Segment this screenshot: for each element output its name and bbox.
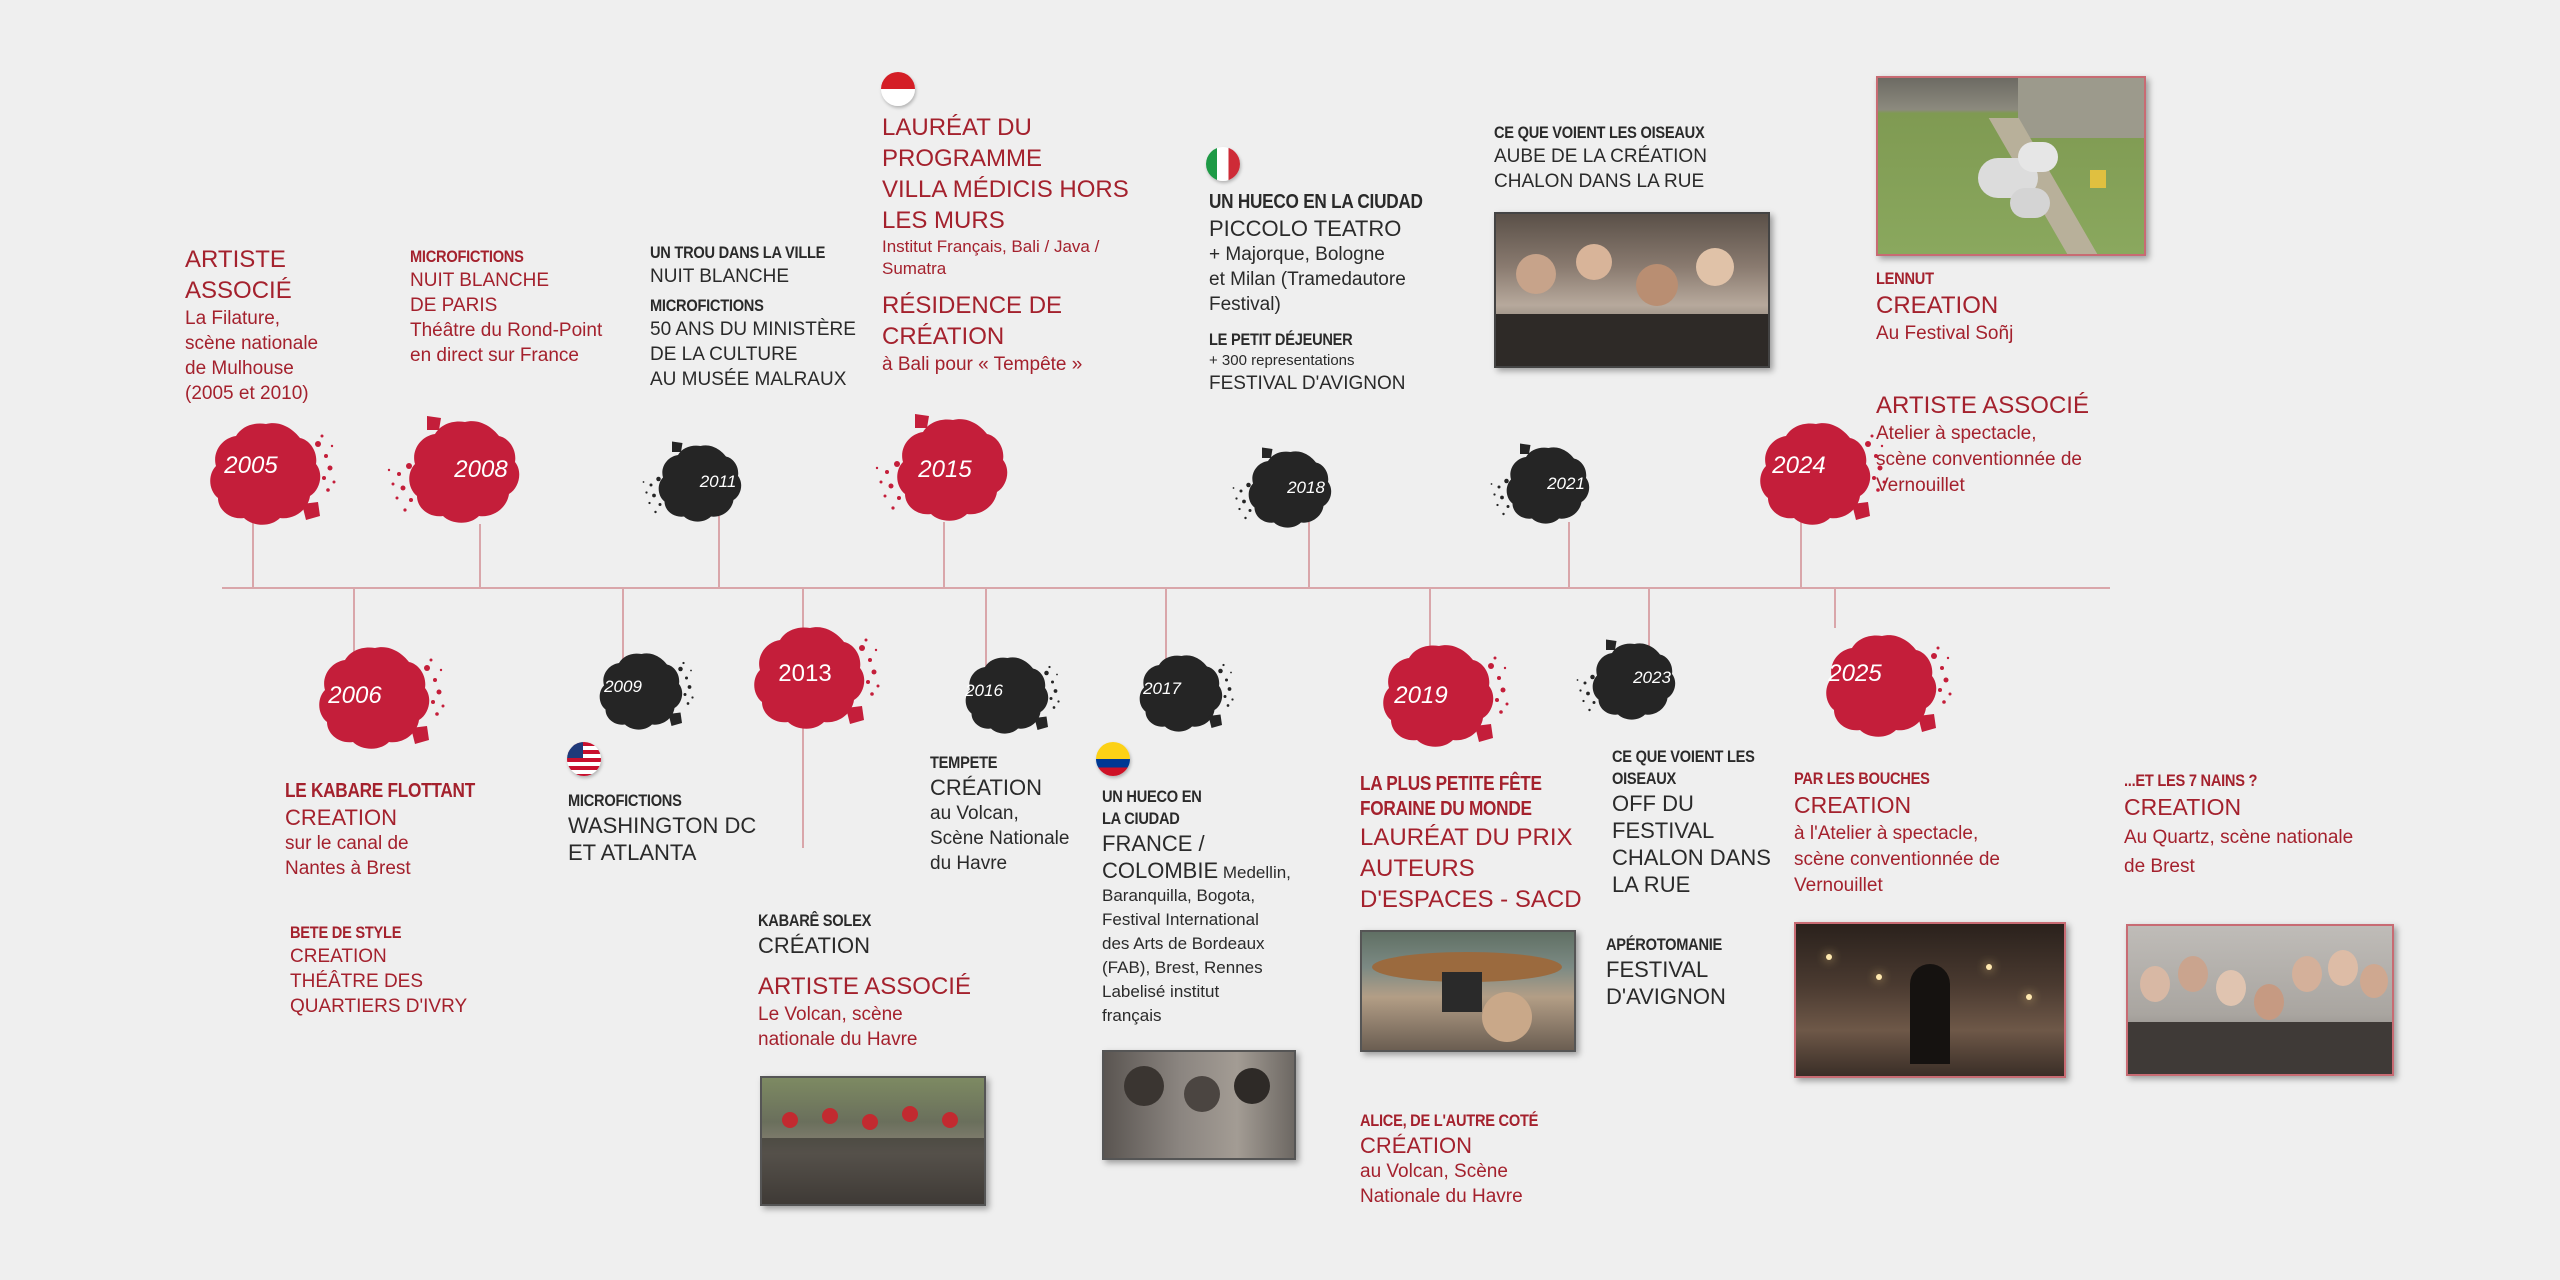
year-label-2009: 2009 bbox=[604, 677, 642, 696]
year-label-2005: 2005 bbox=[224, 452, 278, 479]
event-sub: + 300 representations bbox=[1209, 352, 1355, 369]
event-head: LENNUT bbox=[1876, 269, 1934, 288]
photo-audience bbox=[1494, 212, 1770, 368]
event-body: La Filature, scène nationale de Mulhouse (2005 et 2010) bbox=[185, 308, 319, 404]
event-head: MICROFICTIONS bbox=[650, 296, 764, 315]
event-head: ...ET LES 7 NAINS ? bbox=[2124, 771, 2258, 790]
usa-flag-icon bbox=[567, 742, 601, 776]
year-label-2019: 2019 bbox=[1394, 682, 1448, 709]
event-sub: Le Volcan, scène nationale du Havre bbox=[758, 1004, 918, 1050]
event-head: LE KABARE FLOTTANT bbox=[285, 780, 475, 802]
event-2018 bbox=[1209, 189, 1449, 396]
event-2006 bbox=[285, 778, 505, 881]
event-head: BETE DE STYLE bbox=[290, 923, 402, 942]
event-head: KABARÊ SOLEX bbox=[758, 911, 872, 930]
event-head: MICROFICTIONS bbox=[568, 791, 682, 810]
year-label-2018: 2018 bbox=[1287, 478, 1325, 497]
event-sub: Baranquilla, Bogota, Festival International des Arts de Bordeaux (FAB), Brest, Rennes Labelisé institut français bbox=[1102, 886, 1265, 1025]
event-2017 bbox=[1102, 786, 1312, 1028]
photo-children bbox=[1102, 1050, 1296, 1160]
event-title: ARTISTE ASSOCIÉ bbox=[758, 973, 971, 1000]
event-2024 bbox=[1876, 268, 2156, 346]
year-label-2017: 2017 bbox=[1143, 679, 1181, 698]
event-head: PAR LES BOUCHES bbox=[1794, 769, 1930, 788]
year-label-2013: 2013 bbox=[778, 660, 832, 687]
event-2019-alice bbox=[1360, 1110, 1600, 1209]
event-2013 bbox=[758, 910, 998, 1052]
event-title: LAURÉAT DU PRIX AUTEURS D'ESPACES - SACD bbox=[1360, 824, 1582, 913]
event-head: UN HUECO EN LA CIUDAD bbox=[1209, 191, 1423, 213]
event-head: CE QUE VOIENT LES OISEAUX bbox=[1612, 747, 1755, 788]
event-head: MICROFICTIONS bbox=[410, 247, 524, 266]
event-2009 bbox=[568, 790, 788, 866]
year-label-2023: 2023 bbox=[1633, 668, 1671, 687]
event-title: RÉSIDENCE DE CRÉATION bbox=[882, 292, 1063, 350]
event-body: + Majorque, Bologne et Milan (Tramedautore Festival) bbox=[1209, 244, 1406, 315]
event-7-nains bbox=[2124, 770, 2404, 881]
event-body: FESTIVAL D'AVIGNON bbox=[1209, 373, 1406, 394]
year-blob-2025 bbox=[1802, 628, 1982, 748]
photo-fairground bbox=[1360, 930, 1576, 1052]
year-label-2024: 2024 bbox=[1772, 452, 1826, 479]
photo-lennut bbox=[1876, 76, 2146, 256]
event-body: NUIT BLANCHE DE PARIS Théâtre du Rond-Point en direct sur France bbox=[410, 270, 603, 366]
indonesia-flag-icon bbox=[881, 72, 915, 106]
event-body: Atelier à spectacle, scène conventionnée de Vernouillet bbox=[1876, 423, 2082, 496]
event-body: CREATION THÉÂTRE DES QUARTIERS D'IVRY bbox=[290, 946, 468, 1017]
timeline-tick bbox=[1834, 588, 1836, 628]
event-2024-associate bbox=[1876, 390, 2156, 499]
event-head: UN HUECO EN LA CIUDAD bbox=[1102, 787, 1202, 828]
event-head: TEMPETE bbox=[930, 753, 998, 772]
event-2023 bbox=[1612, 746, 1782, 898]
event-2016 bbox=[930, 752, 1110, 876]
event-title: CREATION bbox=[1794, 792, 1912, 818]
event-body: OFF DU FESTIVAL CHALON DANS LA RUE bbox=[1612, 791, 1771, 897]
event-2019 bbox=[1360, 772, 1600, 915]
event-2011 bbox=[650, 242, 880, 392]
year-label-2011: 2011 bbox=[699, 472, 737, 491]
photo-crowd bbox=[760, 1076, 986, 1206]
event-head: LE PETIT DÉJEUNER bbox=[1209, 330, 1353, 349]
event-head: UN TROU DANS LA VILLE bbox=[650, 243, 826, 262]
event-title: LAURÉAT DU PROGRAMME VILLA MÉDICIS HORS LES MURS bbox=[882, 114, 1129, 234]
event-head: LA PLUS PETITE FÊTE FORAINE DU MONDE bbox=[1360, 773, 1542, 820]
event-title: ARTISTE ASSOCIÉ bbox=[185, 246, 292, 304]
event-title: ARTISTE ASSOCIÉ bbox=[1876, 392, 2089, 419]
event-body: WASHINGTON DC ET ATLANTA bbox=[568, 813, 757, 865]
year-label-2006: 2006 bbox=[328, 682, 382, 709]
event-sub: à Bali pour « Tempête » bbox=[882, 354, 1083, 375]
event-title: CRÉATION bbox=[1360, 1133, 1473, 1158]
event-body: à l'Atelier à spectacle, scène conventionnée de Vernouillet bbox=[1794, 823, 2000, 896]
event-title: CREATION bbox=[1876, 292, 1999, 319]
year-label-2008: 2008 bbox=[454, 456, 508, 483]
italy-flag-icon bbox=[1206, 147, 1240, 181]
event-2008 bbox=[410, 246, 630, 368]
event-sub: au Volcan, Scène Nationale du Havre bbox=[930, 803, 1070, 874]
event-title: CREATION bbox=[2124, 794, 2242, 820]
event-2006-bete bbox=[290, 922, 510, 1019]
event-body: sur le canal de Nantes à Brest bbox=[285, 833, 411, 879]
year-label-2015: 2015 bbox=[918, 456, 972, 483]
event-2023-aperotomanie bbox=[1606, 934, 1776, 1010]
colombia-flag-icon bbox=[1096, 742, 1130, 776]
event-title: CREATION bbox=[285, 805, 398, 830]
event-head: APÉROTOMANIE bbox=[1606, 935, 1723, 954]
photo-seven-dwarfs bbox=[2126, 924, 2394, 1076]
event-2005 bbox=[185, 244, 365, 406]
year-label-2025: 2025 bbox=[1828, 660, 1882, 687]
event-body: Au Festival Soñj bbox=[1876, 323, 2014, 344]
event-body: CRÉATION bbox=[758, 933, 871, 958]
event-sub-inline: Medellin, bbox=[1218, 863, 1291, 882]
event-head: ALICE, DE L'AUTRE COTÉ bbox=[1360, 1111, 1539, 1130]
event-body: AUBE DE LA CRÉATION CHALON DANS LA RUE bbox=[1494, 146, 1707, 192]
event-2025 bbox=[1794, 768, 2064, 899]
photo-table-scene bbox=[1794, 922, 2066, 1078]
event-body: NUIT BLANCHE bbox=[650, 266, 790, 287]
event-body: FESTIVAL D'AVIGNON bbox=[1606, 957, 1726, 1009]
year-label-2021: 2021 bbox=[1547, 474, 1585, 493]
event-body: Au Quartz, scène nationale de Brest bbox=[2124, 827, 2354, 877]
year-label-2016: 2016 bbox=[965, 681, 1003, 700]
event-head: CE QUE VOIENT LES OISEAUX bbox=[1494, 123, 1705, 142]
event-body: CRÉATION bbox=[930, 775, 1043, 800]
event-body: au Volcan, Scène Nationale du Havre bbox=[1360, 1161, 1523, 1207]
event-2015 bbox=[882, 112, 1142, 377]
event-title: PICCOLO TEATRO bbox=[1209, 216, 1402, 241]
event-2021 bbox=[1494, 122, 1744, 194]
event-body: 50 ANS DU MINISTÈRE DE LA CULTURE AU MUSÉE MALRAUX bbox=[650, 319, 856, 390]
event-sub: Institut Français, Bali / Java / Sumatra bbox=[882, 237, 1100, 278]
event-body: FRANCE / COLOMBIE bbox=[1102, 831, 1219, 883]
